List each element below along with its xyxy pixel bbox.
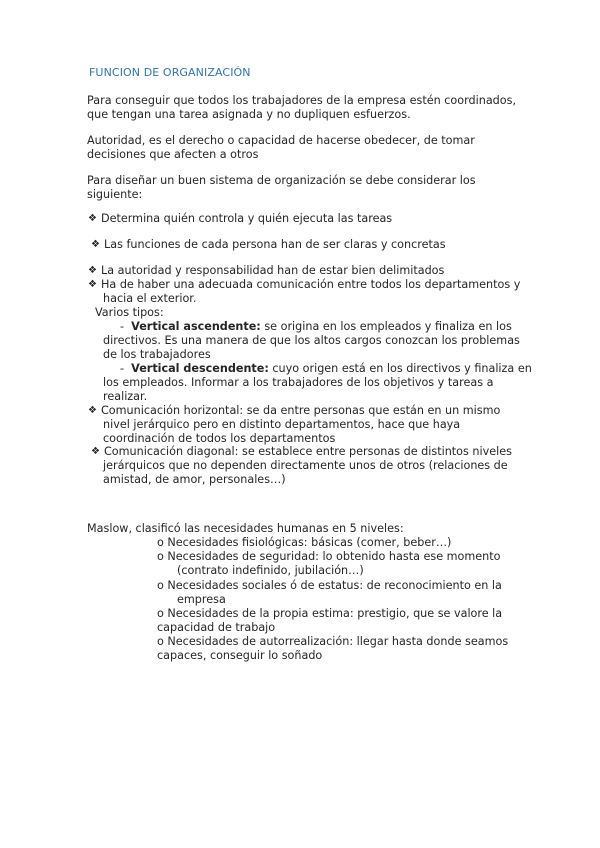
- horizontal-line-1: Comunicación horizontal: se da entre personas que están en un mismo: [101, 404, 501, 417]
- autoridad-line-1: Autoridad, es el derecho o capacidad de hacerse obedecer, de tomar: [87, 134, 475, 147]
- diagonal-line-1: Comunicación diagonal: se establece entre personas de distintos niveles: [104, 445, 512, 458]
- disenar-line-2: siguiente:: [87, 188, 143, 201]
- ascendente-label: Vertical ascendente:: [131, 320, 261, 333]
- ascendente-line-1: [120, 320, 512, 334]
- list-marker: o: [157, 536, 164, 549]
- bullet-diamond-icon: ❖: [91, 239, 100, 250]
- bullet-diamond-icon: ❖: [88, 213, 97, 224]
- bullet-diamond-icon: ❖: [88, 279, 97, 290]
- page-title: FUNCION DE ORGANIZACIÓN: [89, 66, 251, 79]
- list-marker: o: [157, 550, 164, 563]
- descendente-text-1: cuyo origen está en los directivos y finaliza en: [268, 362, 532, 375]
- maslow-item-2-line-2: (contrato indefinido, jubilación…): [177, 564, 364, 577]
- bullet-text-3: La autoridad y responsabilidad han de estar bien delimitados: [101, 264, 445, 277]
- descendente-label: Vertical descendente:: [131, 362, 269, 375]
- maslow-item-3: o Necesidades sociales ó de estatus: de reconocimiento en la: [157, 579, 502, 592]
- dash-marker: -: [120, 320, 125, 333]
- bullet-text-4-line-2: hacia el exterior.: [103, 292, 197, 305]
- bullet-diamond-icon: ❖: [91, 446, 100, 457]
- maslow-item-4-line-2: capacidad de trabajo: [157, 621, 276, 634]
- bullet-diamond-icon: ❖: [88, 265, 97, 276]
- horizontal-line-3: coordinación de todos los departamentos: [103, 432, 336, 445]
- maslow-item-1: o Necesidades fisiológicas: básicas (comer, beber…): [157, 536, 452, 549]
- dash-marker: -: [120, 362, 125, 375]
- horizontal-line-2: nivel jerárquico pero en distinto departamentos, hace que haya: [103, 418, 461, 431]
- maslow-item-4: o Necesidades de la propia estima: prestigio, que se valore la: [157, 607, 503, 620]
- bullet-text-4-line-1: Ha de haber una adecuada comunicación entre todos los departamentos y: [101, 278, 521, 291]
- bullet-text-2: Las funciones de cada persona han de ser claras y concretas: [104, 238, 446, 251]
- bullet-text-1: Determina quién controla y quién ejecuta las tareas: [101, 212, 393, 225]
- intro-line-1: Para conseguir que todos los trabajadores de la empresa estén coordinados,: [87, 94, 517, 107]
- descendente-line-2: los empleados. Informar a los trabajadores de los objetivos y tareas a: [103, 376, 494, 389]
- maslow-intro: Maslow, clasificó las necesidades humanas en 5 niveles:: [87, 522, 404, 535]
- diagonal-line-3: amistad, de amor, personales…): [103, 473, 286, 486]
- maslow-item-3-line-2: empresa: [177, 593, 226, 606]
- descendente-line-1: [120, 362, 532, 376]
- maslow-item-2: o Necesidades de seguridad: lo obtenido hasta ese momento: [157, 550, 501, 563]
- disenar-line-1: Para diseñar un buen sistema de organización se debe considerar los: [87, 174, 476, 187]
- ascendente-line-3: de los trabajadores: [103, 348, 211, 361]
- autoridad-line-2: decisiones que afecten a otros: [87, 148, 259, 161]
- ascendente-text-1: se origina en los empleados y finaliza en los: [260, 320, 512, 333]
- tipos-heading: Varios tipos:: [95, 306, 164, 319]
- list-marker: o: [157, 579, 164, 592]
- ascendente-line-2: directivos. Es una manera de que los altos cargos conozcan los problemas: [103, 334, 520, 347]
- list-marker: o: [157, 607, 164, 620]
- descendente-line-3: realizar.: [103, 390, 148, 403]
- maslow-item-5-line-2: capaces, conseguir lo soñado: [157, 649, 323, 662]
- diagonal-line-2: jerárquicos que no dependen directamente unos de otros (relaciones de: [103, 459, 508, 472]
- list-marker: o: [157, 635, 164, 648]
- maslow-item-5: o Necesidades de autorrealización: llegar hasta donde seamos: [157, 635, 509, 648]
- bullet-diamond-icon: ❖: [88, 405, 97, 416]
- intro-line-2: que tengan una tarea asignada y no dupliquen esfuerzos.: [87, 108, 411, 121]
